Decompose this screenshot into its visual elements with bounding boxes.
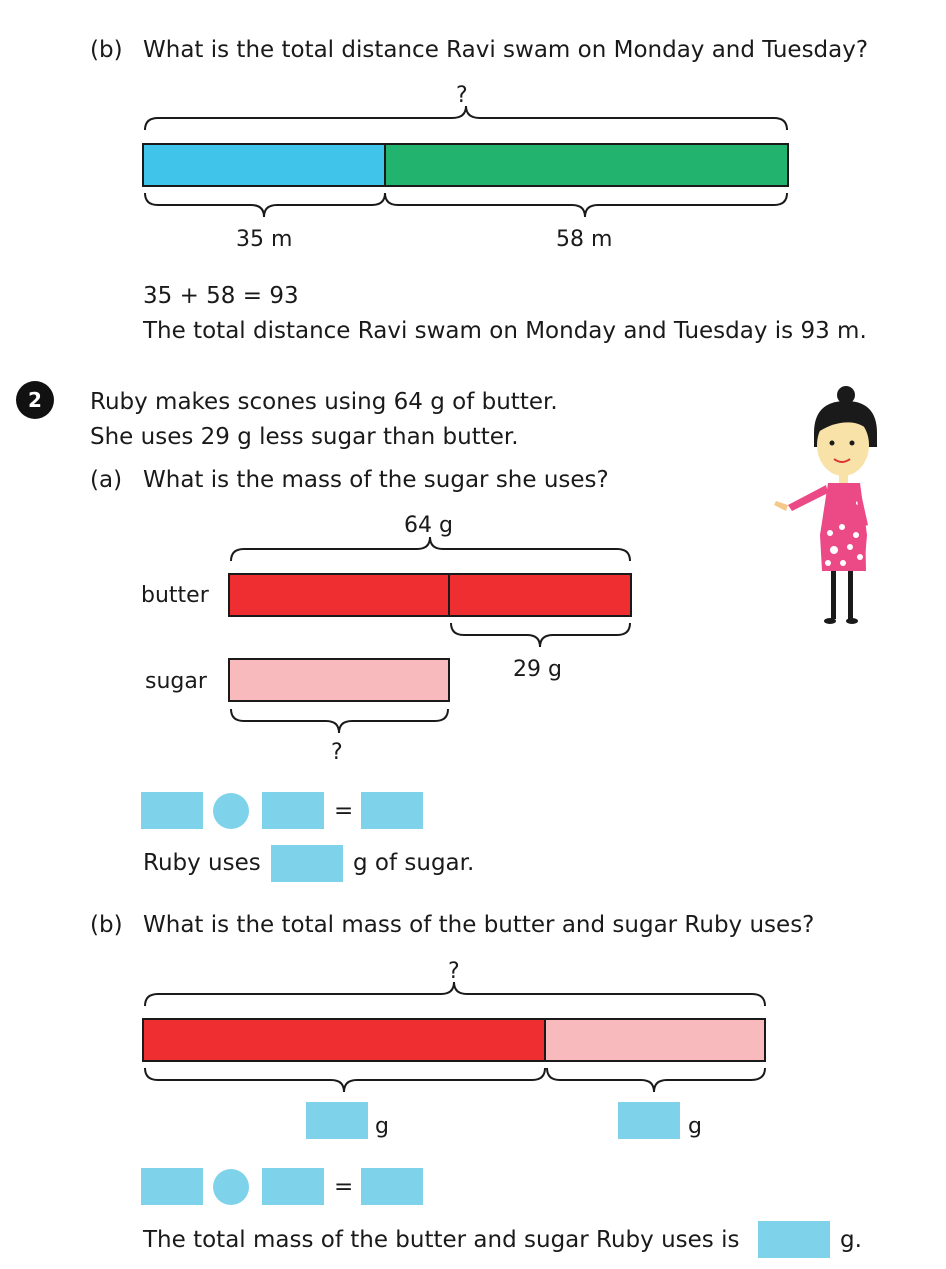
- brace-tuesday: [384, 193, 788, 219]
- sugar-bar-total: [544, 1018, 766, 1062]
- question-text-b: What is the total mass of the butter and sugar Ruby uses?: [143, 912, 815, 938]
- equation-box-2[interactable]: [262, 792, 324, 829]
- answer-box-b[interactable]: [758, 1221, 830, 1258]
- butter-bar-extra-part: [448, 573, 632, 617]
- question-number-badge: 2: [16, 381, 54, 419]
- sugar-mass-box[interactable]: [618, 1102, 680, 1139]
- bar-segment-tuesday: [384, 143, 789, 187]
- answer-prefix-b: The total mass of the butter and sugar Ruby uses is: [143, 1227, 740, 1253]
- girl-illustration: [770, 385, 880, 630]
- sugar-mass-unit: g: [688, 1114, 702, 1139]
- answer-box-a[interactable]: [271, 845, 343, 882]
- butter-label: butter: [141, 583, 209, 608]
- sugar-brace-b: [546, 1068, 766, 1094]
- question-text: What is the total distance Ravi swam on Monday and Tuesday?: [143, 37, 869, 63]
- equation-result-box-b[interactable]: [361, 1168, 423, 1205]
- answer-suffix-a: g of sugar.: [353, 850, 475, 876]
- segment-label-monday: 35 m: [236, 227, 293, 252]
- intro-line-2: She uses 29 g less sugar than butter.: [90, 424, 519, 450]
- answer-sentence: The total distance Ravi swam on Monday and Tuesday is 93 m.: [143, 318, 867, 344]
- equation: 35 + 58 = 93: [143, 283, 299, 309]
- difference-label: 29 g: [513, 657, 562, 682]
- butter-bar-equal-part: [228, 573, 450, 617]
- total-unknown-label: ?: [456, 83, 468, 108]
- top-brace: [144, 106, 788, 132]
- butter-bar-total: [142, 1018, 547, 1062]
- answer-suffix-b: g.: [840, 1227, 862, 1253]
- segment-label-tuesday: 58 m: [556, 227, 613, 252]
- butter-mass-box[interactable]: [306, 1102, 368, 1139]
- butter-total-label: 64 g: [404, 513, 453, 538]
- sugar-bar: [228, 658, 450, 702]
- question-text-a: What is the mass of the sugar she uses?: [143, 467, 609, 493]
- butter-total-brace: [230, 537, 631, 563]
- part-label-a: (a): [90, 467, 123, 493]
- sugar-label: sugar: [145, 669, 207, 694]
- operation-circle-b[interactable]: [213, 1169, 249, 1205]
- part-label-b2: (b): [90, 912, 123, 938]
- intro-line-1: Ruby makes scones using 64 g of butter.: [90, 389, 558, 415]
- total-mass-unknown-label: ?: [448, 959, 460, 984]
- sugar-brace: [230, 709, 450, 735]
- equation-box-b2[interactable]: [262, 1168, 324, 1205]
- difference-brace: [450, 623, 632, 649]
- equation-result-box[interactable]: [361, 792, 423, 829]
- part-label-b1: (b): [90, 37, 123, 63]
- equation-box-b1[interactable]: [141, 1168, 203, 1205]
- sugar-unknown-label: ?: [331, 740, 343, 765]
- equals-sign-b: =: [334, 1174, 354, 1200]
- butter-mass-unit: g: [375, 1114, 389, 1139]
- butter-brace-b: [144, 1068, 546, 1094]
- brace-monday: [144, 193, 386, 219]
- equation-box-1[interactable]: [141, 792, 203, 829]
- equals-sign: =: [334, 798, 354, 824]
- answer-prefix-a: Ruby uses: [143, 850, 261, 876]
- total-mass-brace: [144, 982, 766, 1008]
- operation-circle[interactable]: [213, 793, 249, 829]
- bar-segment-monday: [142, 143, 387, 187]
